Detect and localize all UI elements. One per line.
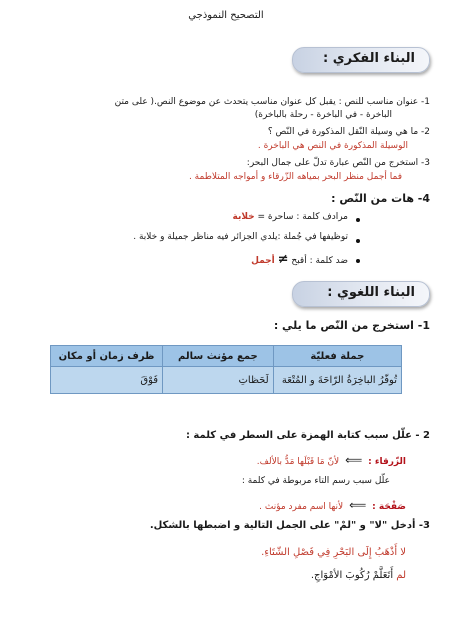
synonym-label: مرادف كلمة : ساحرة = xyxy=(257,212,348,222)
bullet-dot-icon xyxy=(356,218,360,222)
question-1-cont: الباخرة - في الباخرة - رحلة بالباخرة) xyxy=(254,110,392,120)
question-3: 3- استخرج من النّص عبارة تدلّ على جمال البحر: xyxy=(246,158,430,168)
sentence-2-text: أَتَعَلَّمْ رُكُوبَ الأمْوَاجِ. xyxy=(310,570,394,581)
linguistic-question-3: 3- أدخل "لا" و "لمْ" على الجمل التالية و اضبطها بالشكل. xyxy=(149,520,430,531)
answer-reason: لأنها اسم مفرد مؤنث . xyxy=(259,502,344,512)
table-header-row xyxy=(51,346,402,367)
section-banner-linguistic xyxy=(292,281,430,307)
bullet-synonym xyxy=(232,212,348,222)
answer-word: صَفْحَة : xyxy=(372,502,406,512)
answer-3: فما أجمل منظر البحر بمياهه الزّرقاء و أمواجه المتلاطمة . xyxy=(188,172,402,182)
synonym-answer: خلابة xyxy=(232,212,255,222)
sentence-2-particle: لم xyxy=(396,570,406,581)
linguistic-question-1: 1- استخرج من النّص ما يلي : xyxy=(273,319,430,332)
table-cell: لَحَظاتِ xyxy=(163,367,274,394)
bullet-dot-icon xyxy=(356,259,360,263)
table-header: ظرف زمان أو مكان xyxy=(51,346,163,367)
document-title: التصحيح النموذجي xyxy=(188,10,264,21)
antonym-label: ضد كلمة : أقبح xyxy=(291,256,348,266)
bullet-sentence: توظيفها في جُملة :يلدي الجزائر فيه مناظر جميلة و خلابة . xyxy=(133,232,348,242)
table-cell: فَوْقَ xyxy=(51,367,163,394)
question-4: 4- هات من النّص : xyxy=(331,192,430,205)
section-heading: البناء الفكري : xyxy=(323,51,415,66)
not-equal-icon: ≠ xyxy=(277,252,289,267)
answer-reason: لأنّ مَا قَبْلَها مَدُّ بالألف. xyxy=(256,457,340,467)
table-row xyxy=(51,367,402,394)
sentence-1: لا أَذْهَبُ إِلَى البَحْرِ فِي فَصْلِ الشّتَاءِ. xyxy=(261,547,406,558)
answer-2: الوسيلة المذكورة في النص هي الباخرة . xyxy=(257,141,408,151)
table-header: جمع مؤنث سالم xyxy=(163,346,274,367)
section-heading: البناء اللغوي : xyxy=(327,285,415,300)
question-1: 1- عنوان مناسب للنص : يقبل كل عنوان مناسب يتحدث عن موضوع النص.( على متن xyxy=(114,97,430,107)
question-2: 2- ما هي وسيلة النّقل المذكورة في النّص ؟ xyxy=(267,127,430,137)
taa-answer xyxy=(259,498,406,512)
bullet-dot-icon xyxy=(356,239,360,243)
double-arrow-left-icon: ⟸ xyxy=(349,498,367,512)
table-header: جملة فعليّة xyxy=(273,346,401,367)
table-cell: تُوفّرُ الباخِرَةُ الرّاحَةَ و المُتْعَة xyxy=(273,367,401,394)
bullet-antonym xyxy=(251,252,348,267)
double-arrow-left-icon: ⟸ xyxy=(345,453,363,467)
sentence-2 xyxy=(311,570,406,581)
hamza-answer xyxy=(257,453,406,467)
extraction-table xyxy=(50,345,402,394)
linguistic-question-2: 2 - علّل سبب كتابة الهمزة على السطر في كلمة : xyxy=(185,430,430,441)
answer-word: الزّرقاء : xyxy=(368,457,406,467)
linguistic-question-2b: علّل سبب رسم التاء مربوطة في كلمة : xyxy=(241,476,390,486)
section-banner-intellectual xyxy=(292,47,430,73)
antonym-answer: أجمل xyxy=(251,256,275,266)
